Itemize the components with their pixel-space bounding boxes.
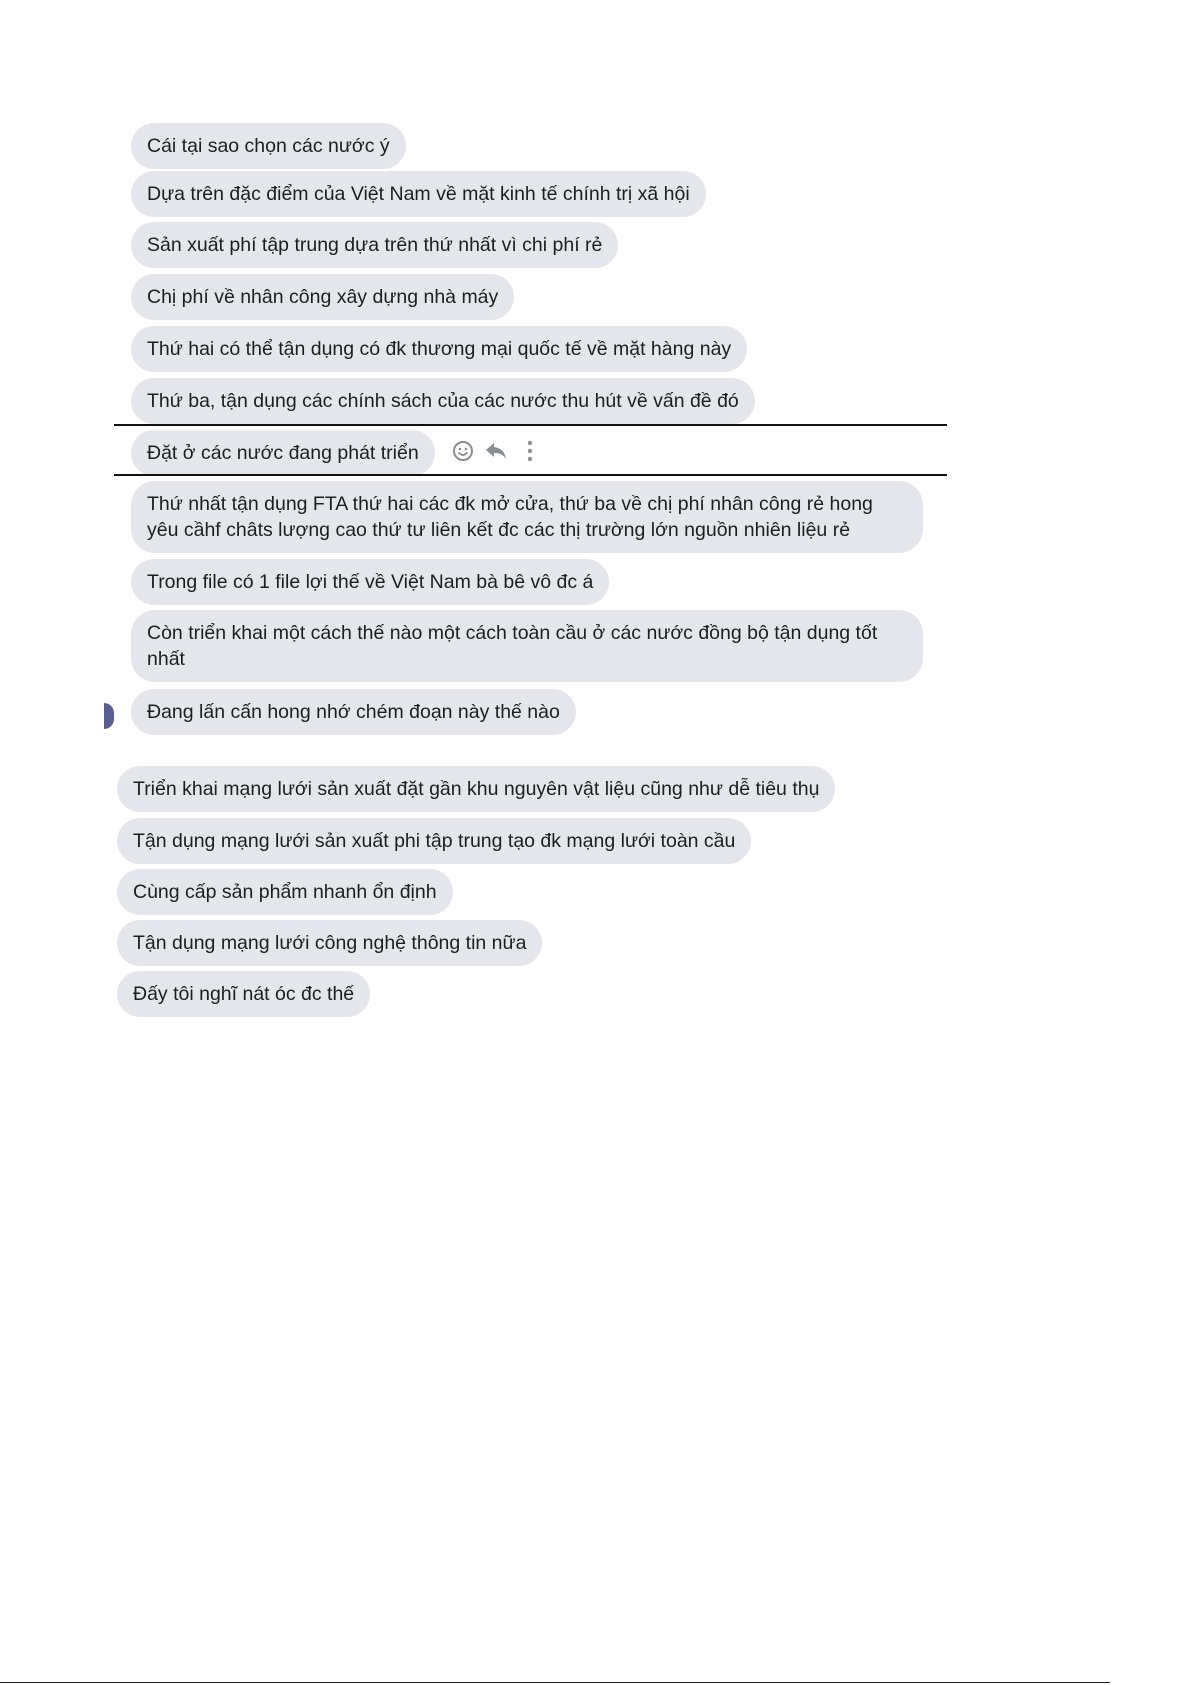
hovered-message-bubble[interactable]: Đặt ở các nước đang phát triển	[131, 430, 435, 476]
message-bubble[interactable]: Dựa trên đặc điểm của Việt Nam về mặt kinh tế chính trị xã hội	[131, 171, 706, 217]
highlight-bottom-line	[114, 474, 947, 476]
message-bubble[interactable]: Thứ nhất tận dụng FTA thứ hai các đk mở cửa, thứ ba về chị phí nhân công rẻ hong yêu cầhf châts lượng cao thứ tư liên kết đc các thị trường lớn nguồn nhiên liệu rẻ	[131, 481, 923, 553]
message-bubble[interactable]: Cùng cấp sản phẩm nhanh ổn định	[117, 869, 453, 915]
message-bubble[interactable]: Tận dụng mạng lưới sản xuất phi tập trung tạo đk mạng lưới toàn cầu	[117, 818, 751, 864]
reply-icon[interactable]	[484, 441, 508, 461]
message-bubble[interactable]: Thứ ba, tận dụng các chính sách của các nước thu hút về vấn đề đó	[131, 378, 755, 424]
message-bubble[interactable]: Tận dụng mạng lưới công nghệ thông tin nữa	[117, 920, 542, 966]
sender-avatar	[104, 703, 114, 729]
more-options-icon[interactable]	[526, 440, 534, 462]
message-bubble[interactable]: Còn triển khai một cách thế nào một cách toàn cầu ở các nước đồng bộ tận dụng tốt nhất	[131, 610, 923, 682]
message-bubble[interactable]: Trong file có 1 file lợi thế về Việt Nam bà bê vô đc á	[131, 559, 609, 605]
message-bubble[interactable]: Thứ hai có thể tận dụng có đk thương mại quốc tế về mặt hàng này	[131, 326, 747, 372]
message-bubble[interactable]: Đấy tôi nghĩ nát óc đc thế	[117, 971, 370, 1017]
message-bubble[interactable]: Triển khai mạng lưới sản xuất đặt gần khu nguyên vật liệu cũng như dễ tiêu thụ	[117, 766, 835, 812]
message-bubble[interactable]: Đang lấn cấn hong nhớ chém đoạn này thế nào	[131, 689, 576, 735]
page-bottom-rule	[0, 1682, 1110, 1683]
message-bubble[interactable]: Chị phí về nhân công xây dựng nhà máy	[131, 274, 514, 320]
smiley-icon[interactable]	[452, 440, 474, 462]
message-hover-actions	[452, 440, 534, 462]
highlight-top-line	[114, 424, 947, 426]
message-bubble[interactable]: Sản xuất phí tập trung dựa trên thứ nhất vì chi phí rẻ	[131, 222, 618, 268]
message-bubble[interactable]: Cái tại sao chọn các nước ý	[131, 123, 406, 169]
